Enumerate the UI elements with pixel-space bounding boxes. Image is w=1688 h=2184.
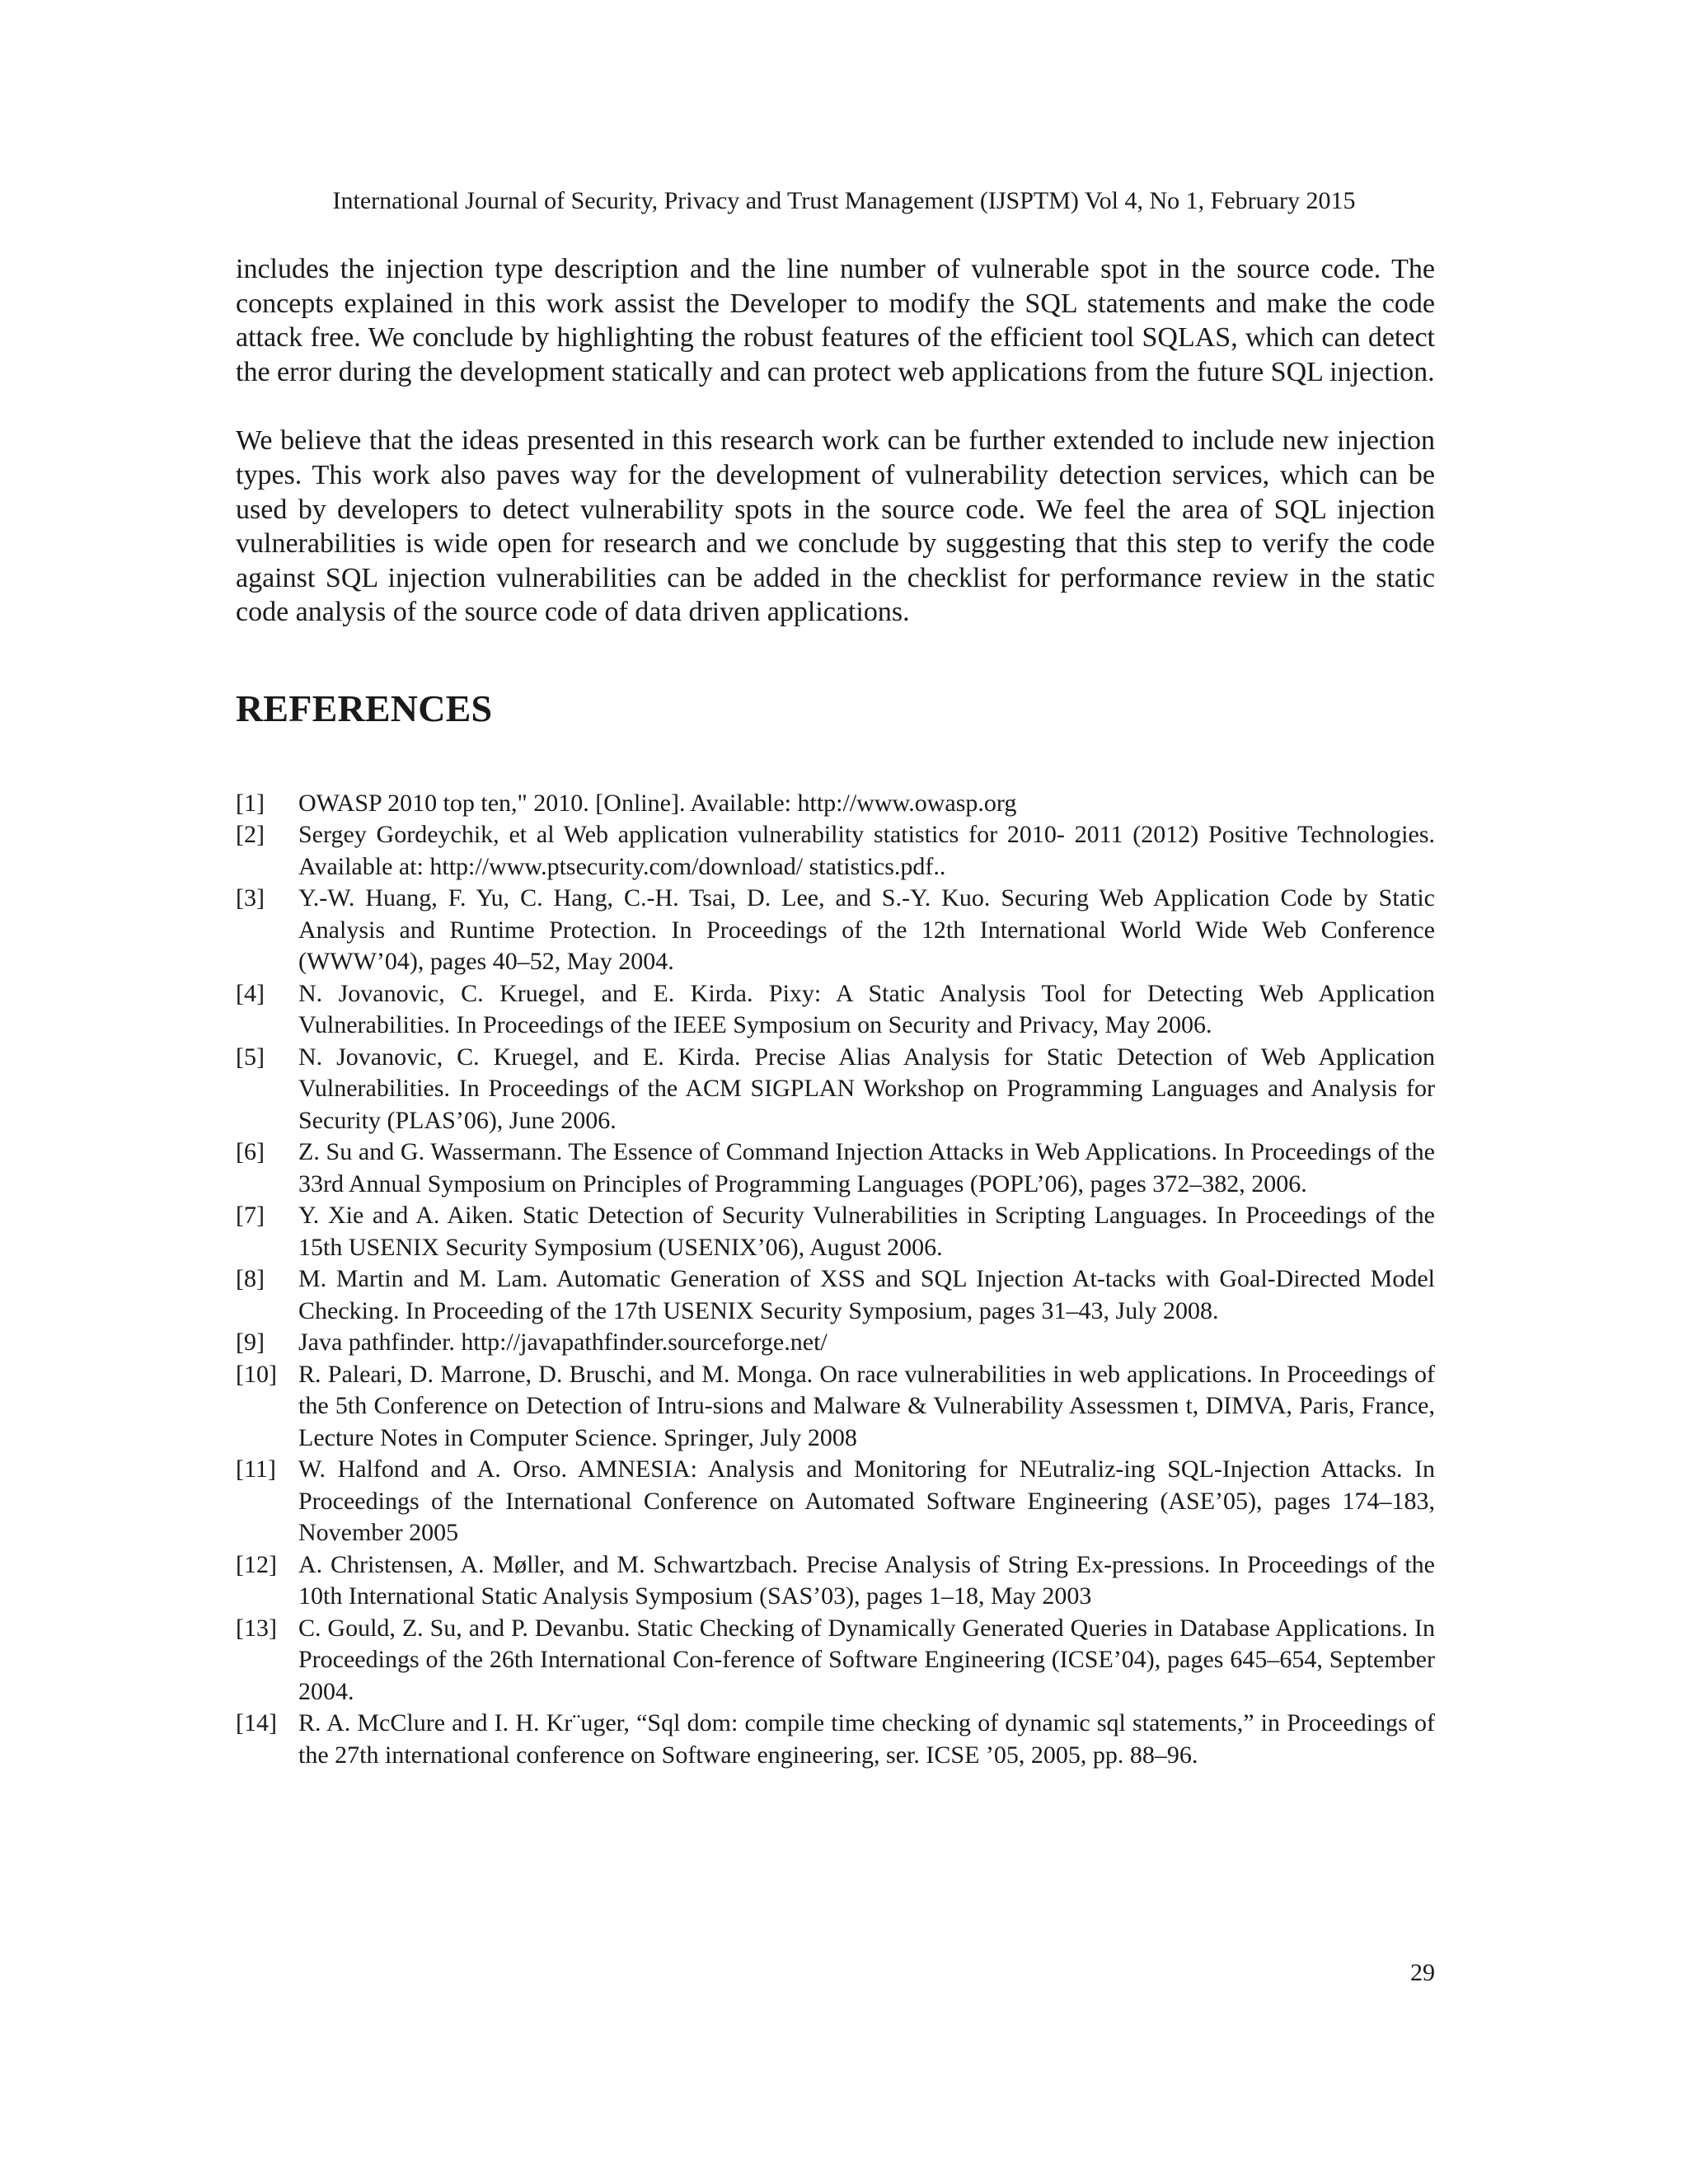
reference-number: [14] <box>236 1709 277 1737</box>
reference-item <box>236 1613 1435 1708</box>
reference-text: C. Gould, Z. Su, and P. Devanbu. Static Checking of Dynamically Generated Queries in Database Applications. In Proceedings of the 26th International Con-ference of Software Engineering (ICSE’04), pages 645–654, September 2004. <box>298 1614 1435 1705</box>
reference-text: OWASP 2010 top ten," 2010. [Online]. Available: http://www.owasp.org <box>298 789 1017 817</box>
reference-text: Y.-W. Huang, F. Yu, C. Hang, C.-H. Tsai, D. Lee, and S.-Y. Kuo. Securing Web Application Code by Static Analysis and Runtime Protection. In Proceedings of the 12th International World Wide Web Conference (WWW’04), pages 40–52, May 2004. <box>298 884 1435 976</box>
reference-item <box>236 788 1435 820</box>
references-heading: REFERENCES <box>236 687 493 729</box>
reference-text: R. A. McClure and I. H. Kr¨uger, “Sql dom: compile time checking of dynamic sql statements,” in Proceedings of the 27th international conference on Software engineering, ser. ICSE ’05, 2005, pp. 88–96. <box>298 1709 1435 1769</box>
reference-text: A. Christensen, A. Møller, and M. Schwartzbach. Precise Analysis of String Ex-pressions. In Proceedings of the 10th International Static Analysis Symposium (SAS’03), pages 1–18, May 2003 <box>298 1550 1435 1610</box>
reference-text: Y. Xie and A. Aiken. Static Detection of Security Vulnerabilities in Scripting Languages. In Proceedings of the 15th USENIX Security Symposium (USENIX’06), August 2006. <box>298 1202 1435 1261</box>
reference-item <box>236 1359 1435 1455</box>
reference-item <box>236 1137 1435 1200</box>
reference-item <box>236 1454 1435 1549</box>
reference-number: [10] <box>236 1360 277 1388</box>
reference-number: [13] <box>236 1614 277 1642</box>
reference-text: Z. Su and G. Wassermann. The Essence of Command Injection Attacks in Web Applications. In Proceedings of the 33rd Annual Symposium on Principles of Programming Languages (POPL’06), pages 372–382, 2006. <box>298 1138 1435 1197</box>
reference-item <box>236 978 1435 1042</box>
running-header: International Journal of Security, Privacy and Trust Management (IJSPTM) Vol 4, No 1, February 2015 <box>332 187 1356 214</box>
reference-item <box>236 1708 1435 1771</box>
reference-number: [5] <box>236 1043 265 1071</box>
reference-text: Sergey Gordeychik, et al Web application vulnerability statistics for 2010- 2011 (2012) Positive Technologies. Available at: http://www.ptsecurity.com/download/ statistics.pdf.. <box>298 821 1435 880</box>
reference-number: [8] <box>236 1265 265 1293</box>
page-content <box>236 252 1435 1771</box>
reference-text: N. Jovanovic, C. Kruegel, and E. Kirda. Pixy: A Static Analysis Tool for Detecting Web Application Vulnerabilities. In Proceedings of the IEEE Symposium on Security and Privacy, May 2006. <box>298 979 1435 1039</box>
reference-item <box>236 1042 1435 1137</box>
reference-number: [12] <box>236 1550 277 1578</box>
reference-text: W. Halfond and A. Orso. AMNESIA: Analysis and Monitoring for NEutraliz-ing SQL-Injection Attacks. In Proceedings of the International Conference on Automated Software Engineering (ASE’05), pages 174–183, November 2005 <box>298 1455 1435 1547</box>
reference-item <box>236 819 1435 883</box>
reference-item <box>236 1200 1435 1263</box>
reference-item <box>236 1327 1435 1359</box>
reference-number: [7] <box>236 1202 265 1230</box>
reference-number: [1] <box>236 789 265 817</box>
reference-list <box>236 788 1435 1772</box>
reference-number: [2] <box>236 821 265 849</box>
reference-number: [9] <box>236 1329 265 1357</box>
reference-text: R. Paleari, D. Marrone, D. Bruschi, and M. Monga. On race vulnerabilities in web applications. In Proceedings of the 5th Conference on Detection of Intru-sions and Malware & Vulnerability Assessmen t, DIMVA, Paris, France, Lecture Notes in Computer Science. Springer, July 2008 <box>298 1360 1435 1451</box>
reference-item <box>236 1549 1435 1613</box>
reference-text: M. Martin and M. Lam. Automatic Generation of XSS and SQL Injection At-tacks with Goal-Directed Model Checking. In Proceeding of the 17th USENIX Security Symposium, pages 31–43, July 2008. <box>298 1265 1435 1324</box>
reference-item <box>236 1263 1435 1327</box>
body-paragraph: We believe that the ideas presented in this research work can be further extended to include new injection types. This work also paves way for the development of vulnerability detection services, which can be used by developers to detect vulnerability spots in the source code. We feel the area of SQL injection vulnerabilities is wide open for research and we conclude by suggesting that this step to verify the code against SQL injection vulnerabilities can be added in the checklist for performance review in the static code analysis of the source code of data driven applications. <box>236 425 1435 628</box>
reference-text: N. Jovanovic, C. Kruegel, and E. Kirda. Precise Alias Analysis for Static Detection of Web Application Vulnerabilities. In Proceedings of the ACM SIGPLAN Workshop on Programming Languages and Analysis for Security (PLAS’06), June 2006. <box>298 1043 1435 1134</box>
reference-number: [4] <box>236 979 265 1007</box>
body-paragraph: includes the injection type description and the line number of vulnerable spot in the source code. The concepts explained in this work assist the Developer to modify the SQL statements and make the code attack free. We conclude by highlighting the robust features of the efficient tool SQLAS, which can detect the error during the development statically and can protect web applications from the future SQL injection. <box>236 254 1435 387</box>
reference-number: [6] <box>236 1138 265 1166</box>
reference-number: [3] <box>236 884 265 912</box>
reference-item <box>236 883 1435 978</box>
reference-text: Java pathfinder. http://javapathfinder.sourceforge.net/ <box>298 1329 828 1357</box>
page-number: 29 <box>1410 1959 1435 1986</box>
reference-number: [11] <box>236 1455 276 1483</box>
